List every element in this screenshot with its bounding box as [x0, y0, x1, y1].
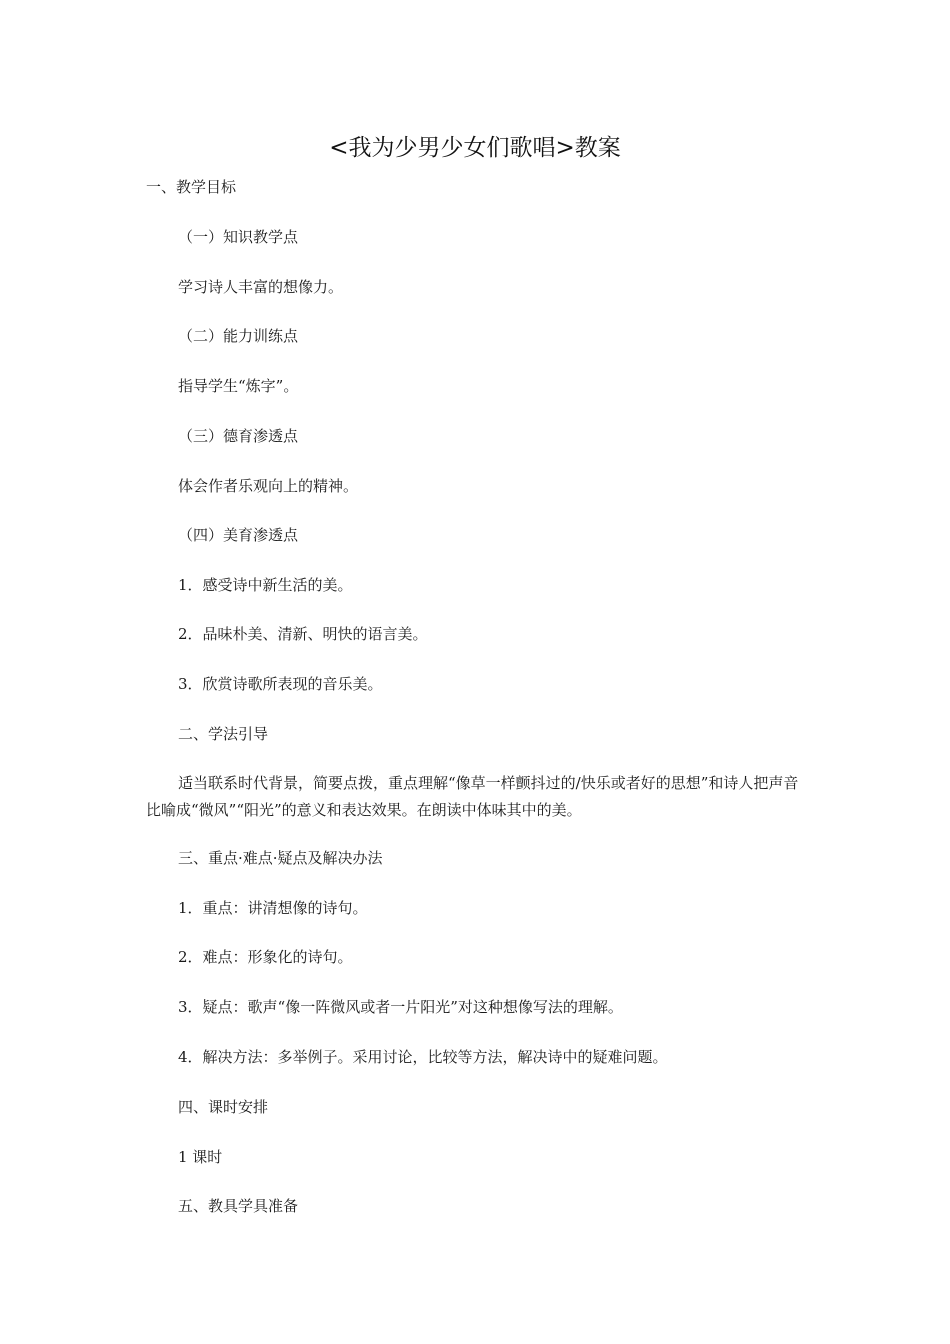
subheading-knowledge: （一）知识教学点	[178, 228, 299, 246]
paragraph-method: 适当联系时代背景，简要点拨，重点理解“像草一样颤抖过的/快乐或者好的思想”和诗人把声音比喻成“微风”“阳光”的意义和表达效果。在朗读中体味其中的美。	[146, 774, 799, 819]
list-item-key-point: 1．重点：讲清想像的诗句。	[178, 899, 368, 917]
list-item-aesthetic-1: 1．感受诗中新生活的美。	[178, 576, 353, 594]
section-heading-key-points: 三、重点·难点·疑点及解决办法	[178, 849, 383, 867]
subheading-aesthetic: （四）美育渗透点	[178, 526, 299, 544]
list-item-aesthetic-3: 3．欣赏诗歌所表现的音乐美。	[178, 675, 383, 693]
subheading-ability: （二）能力训练点	[178, 327, 299, 345]
list-item-aesthetic-2: 2．品味朴美、清新、明快的语言美。	[178, 625, 428, 643]
section-heading-teaching-goals: 一、教学目标	[146, 178, 237, 196]
list-item-doubt: 3．疑点：歌声“像一阵微风或者一片阳光”对这种想像写法的理解。	[178, 998, 623, 1016]
document-title: <我为少男少女们歌唱>教案	[329, 135, 621, 161]
section-heading-materials: 五、教具学具准备	[178, 1197, 299, 1215]
subheading-moral: （三）德育渗透点	[178, 427, 299, 445]
text-moral: 体会作者乐观向上的精神。	[178, 477, 359, 495]
section-heading-method: 二、学法引导	[178, 725, 269, 743]
list-item-difficulty: 2．难点：形象化的诗句。	[178, 948, 353, 966]
text-schedule: 1 课时	[178, 1148, 223, 1166]
text-knowledge: 学习诗人丰富的想像力。	[178, 278, 344, 296]
list-item-solution: 4．解决方法：多举例子。采用讨论，比较等方法，解决诗中的疑难问题。	[178, 1048, 668, 1066]
section-heading-schedule: 四、课时安排	[178, 1098, 269, 1116]
text-ability: 指导学生“炼字”。	[178, 377, 299, 395]
